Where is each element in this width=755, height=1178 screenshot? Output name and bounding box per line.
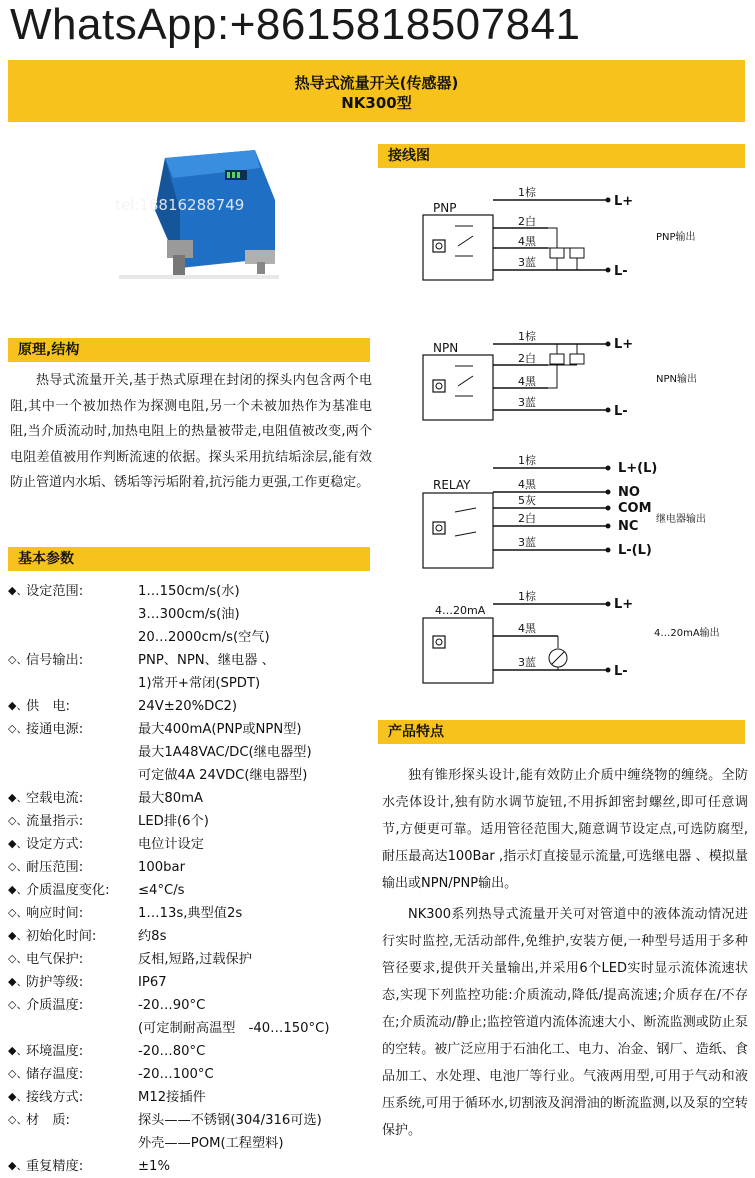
svg-text:3蓝: 3蓝 xyxy=(518,536,536,549)
param-value: ±1% xyxy=(138,1159,170,1174)
param-label: 空载电流: xyxy=(26,791,84,806)
svg-text:1棕: 1棕 xyxy=(518,454,536,467)
svg-text:L+: L+ xyxy=(614,597,634,612)
param-bullet: ◆、 xyxy=(8,975,28,988)
svg-text:NPN: NPN xyxy=(433,341,459,355)
param-label: 防护等级: xyxy=(26,975,84,990)
param-bullet: ◇、 xyxy=(8,814,28,827)
param-label: 介质温度变化: xyxy=(26,883,110,898)
param-bullet: ◇、 xyxy=(8,722,28,735)
svg-text:L+(L): L+(L) xyxy=(618,461,658,476)
svg-text:3蓝: 3蓝 xyxy=(518,256,536,269)
param-bullet: ◆、 xyxy=(8,699,28,712)
param-bullet: ◆、 xyxy=(8,929,28,942)
product-image xyxy=(105,140,295,280)
image-watermark: tel:18816288749 xyxy=(115,196,245,214)
param-value: 电位计设定 xyxy=(138,837,204,852)
svg-text:4黑: 4黑 xyxy=(518,235,536,248)
analog-diagram xyxy=(423,589,720,683)
param-value: 3…300cm/s(油) xyxy=(138,607,240,622)
section-params-header: 基本参数 xyxy=(8,547,370,571)
page-subtitle: NK300型 xyxy=(341,94,412,112)
param-bullet: ◆、 xyxy=(8,1044,28,1057)
svg-text:NO: NO xyxy=(618,485,640,500)
param-value: 探头——不锈钢(304/316可选) xyxy=(138,1113,322,1128)
param-label: 接线方式: xyxy=(26,1090,84,1105)
param-label: 信号输出: xyxy=(26,653,84,668)
svg-text:L+: L+ xyxy=(614,337,634,352)
svg-text:4黑: 4黑 xyxy=(518,622,536,635)
svg-text:1棕: 1棕 xyxy=(518,186,536,199)
param-value: ≤4°C/s xyxy=(138,883,185,898)
param-bullet: ◆、 xyxy=(8,1159,28,1172)
svg-text:2白: 2白 xyxy=(518,512,536,525)
page-title: 热导式流量开关(传感器) xyxy=(294,74,459,92)
param-bullet: ◆、 xyxy=(8,1090,28,1103)
param-value: -20…100°C xyxy=(138,1067,214,1082)
param-bullet: ◆、 xyxy=(8,837,28,850)
svg-text:COM: COM xyxy=(618,501,652,516)
param-value: 最大80mA xyxy=(138,791,204,806)
param-label: 初始化时间: xyxy=(26,929,97,944)
param-value: -20…90°C xyxy=(138,998,206,1013)
param-value: 24V±20%DC2) xyxy=(138,699,238,714)
svg-text:NC: NC xyxy=(618,519,639,534)
svg-text:L-(L): L-(L) xyxy=(618,543,652,558)
param-label: 材 质: xyxy=(26,1113,71,1128)
param-bullet: ◇、 xyxy=(8,1113,28,1126)
principle-paragraph: 热导式流量开关,基于热式原理在封闭的探头内包含两个电阻,其中一个被加热作为探测电阻,另一个未被加热作为基准电阻,当介质流动时,加热电阻上的热量被带走,电阻值被改变,两个电阻差值被用作判断流速的依据。探头采用抗结垢涂层,能有效防止管道内水垢、锈垢等污垢附着,抗污能力更强,工作更稳定。 xyxy=(10,373,372,490)
watermark-text: WhatsApp:+8615818507841 xyxy=(10,0,581,49)
param-value: 最大1A48VAC/DC(继电器型) xyxy=(138,745,312,760)
param-value: 100bar xyxy=(138,860,186,875)
svg-text:4黑: 4黑 xyxy=(518,478,536,491)
svg-text:RELAY: RELAY xyxy=(433,478,471,492)
param-value: PNP、NPN、继电器 、 xyxy=(138,653,275,668)
param-label: 耐压范围: xyxy=(26,860,84,875)
param-label: 响应时间: xyxy=(26,906,84,921)
param-label: 重复精度: xyxy=(26,1159,84,1174)
param-label: 流量指示: xyxy=(26,814,84,829)
param-bullet: ◆、 xyxy=(8,791,28,804)
section-principle-header: 原理,结构 xyxy=(8,338,370,362)
param-value: 外壳——POM(工程塑料) xyxy=(138,1136,284,1151)
svg-text:2白: 2白 xyxy=(518,215,536,228)
svg-text:4…20mA: 4…20mA xyxy=(435,604,486,617)
param-label: 电气保护: xyxy=(26,952,84,967)
param-value: 1…150cm/s(水) xyxy=(138,584,240,599)
features-text xyxy=(382,762,748,1144)
param-value: -20…80°C xyxy=(138,1044,206,1059)
param-label: 设定范围: xyxy=(26,584,84,599)
param-label: 储存温度: xyxy=(26,1067,84,1082)
wiring-diagrams xyxy=(378,170,748,710)
svg-text:继电器输出: 继电器输出 xyxy=(656,514,706,525)
npn-diagram xyxy=(423,329,697,420)
param-value: 1)常开+常闭(SPDT) xyxy=(138,676,261,691)
param-value: 20…2000cm/s(空气) xyxy=(138,630,270,645)
svg-text:3蓝: 3蓝 xyxy=(518,396,536,409)
svg-text:L+: L+ xyxy=(614,194,634,209)
param-bullet: ◇、 xyxy=(8,998,28,1011)
title-banner xyxy=(8,60,745,122)
param-bullet: ◇、 xyxy=(8,860,28,873)
param-value: LED排(6个) xyxy=(138,814,209,829)
svg-text:5灰: 5灰 xyxy=(518,494,536,507)
param-value: 可定做4A 24VDC(继电器型) xyxy=(138,768,308,783)
param-value: (可定制耐高温型 -40…150°C) xyxy=(138,1021,330,1036)
svg-text:L-: L- xyxy=(614,264,628,279)
svg-text:4…20mA输出: 4…20mA输出 xyxy=(654,628,720,639)
param-label: 接通电源: xyxy=(26,722,84,737)
svg-text:L-: L- xyxy=(614,404,628,419)
svg-text:1棕: 1棕 xyxy=(518,330,536,343)
section-wiring-header: 接线图 xyxy=(378,144,745,168)
svg-text:3蓝: 3蓝 xyxy=(518,656,536,669)
features-paragraph-1: 独有锥形探头设计,能有效防止介质中缠绕物的缠绕。全防水壳体设计,独有防水调节旋钮,不用拆卸密封螺丝,即可任意调节,方便更可靠。适用管径范围大,随意调节设定点,可选防腐型,耐压最高达100Bar ,指示灯直接显示流量,可选继电器 、模拟量输出或NPN/PNP输出。 xyxy=(382,768,748,891)
param-bullet: ◇、 xyxy=(8,906,28,919)
svg-text:2白: 2白 xyxy=(518,352,536,365)
param-value: M12接插件 xyxy=(138,1090,206,1105)
svg-text:NPN输出: NPN输出 xyxy=(656,374,697,385)
param-value: 反相,短路,过载保护 xyxy=(138,952,252,967)
param-value: 约8s xyxy=(138,929,167,944)
param-bullet: ◇、 xyxy=(8,1067,28,1080)
pnp-label: PNP xyxy=(433,201,457,215)
svg-text:1棕: 1棕 xyxy=(518,590,536,603)
param-label: 介质温度: xyxy=(26,998,84,1013)
svg-text:4黑: 4黑 xyxy=(518,375,536,388)
param-bullet: ◇、 xyxy=(8,653,28,666)
param-value: 最大400mA(PNP或NPN型) xyxy=(138,722,302,737)
svg-text:L-: L- xyxy=(614,664,628,679)
param-bullet: ◆、 xyxy=(8,584,28,597)
param-label: 环境温度: xyxy=(26,1044,84,1059)
param-label: 设定方式: xyxy=(26,837,84,852)
param-value: IP67 xyxy=(138,975,167,990)
section-features-header: 产品特点 xyxy=(378,720,745,744)
features-paragraph-2: NK300系列热导式流量开关可对管道中的液体流动情况进行实时监控,无活动部件,免维护,安装方便,一种型号适用于多种管径要求,提供开关量输出,并采用6个LED实时显示流体流速状态,实现下列监控功能:介质流动,降低/提高流速;介质存在/不存在;介质流动/静止;监控管道内流体流速大小、断流监测或防止泵的空转。被广泛应用于石油化工、电力、冶金、钢厂、造纸、食品加工、水处理、电池厂等行业。气液两用型,可用于气动和液压系统,可用于循环水,切割液及润滑油的断流监测,以及泵的空转保护。 xyxy=(382,907,748,1138)
param-bullet: ◆、 xyxy=(8,883,28,896)
param-value: 1…13s,典型值2s xyxy=(138,906,243,921)
param-bullet: ◇、 xyxy=(8,952,28,965)
svg-text:PNP输出: PNP输出 xyxy=(656,232,696,243)
param-label: 供 电: xyxy=(26,699,71,714)
pnp-diagram xyxy=(423,185,696,280)
relay-diagram xyxy=(423,453,706,568)
